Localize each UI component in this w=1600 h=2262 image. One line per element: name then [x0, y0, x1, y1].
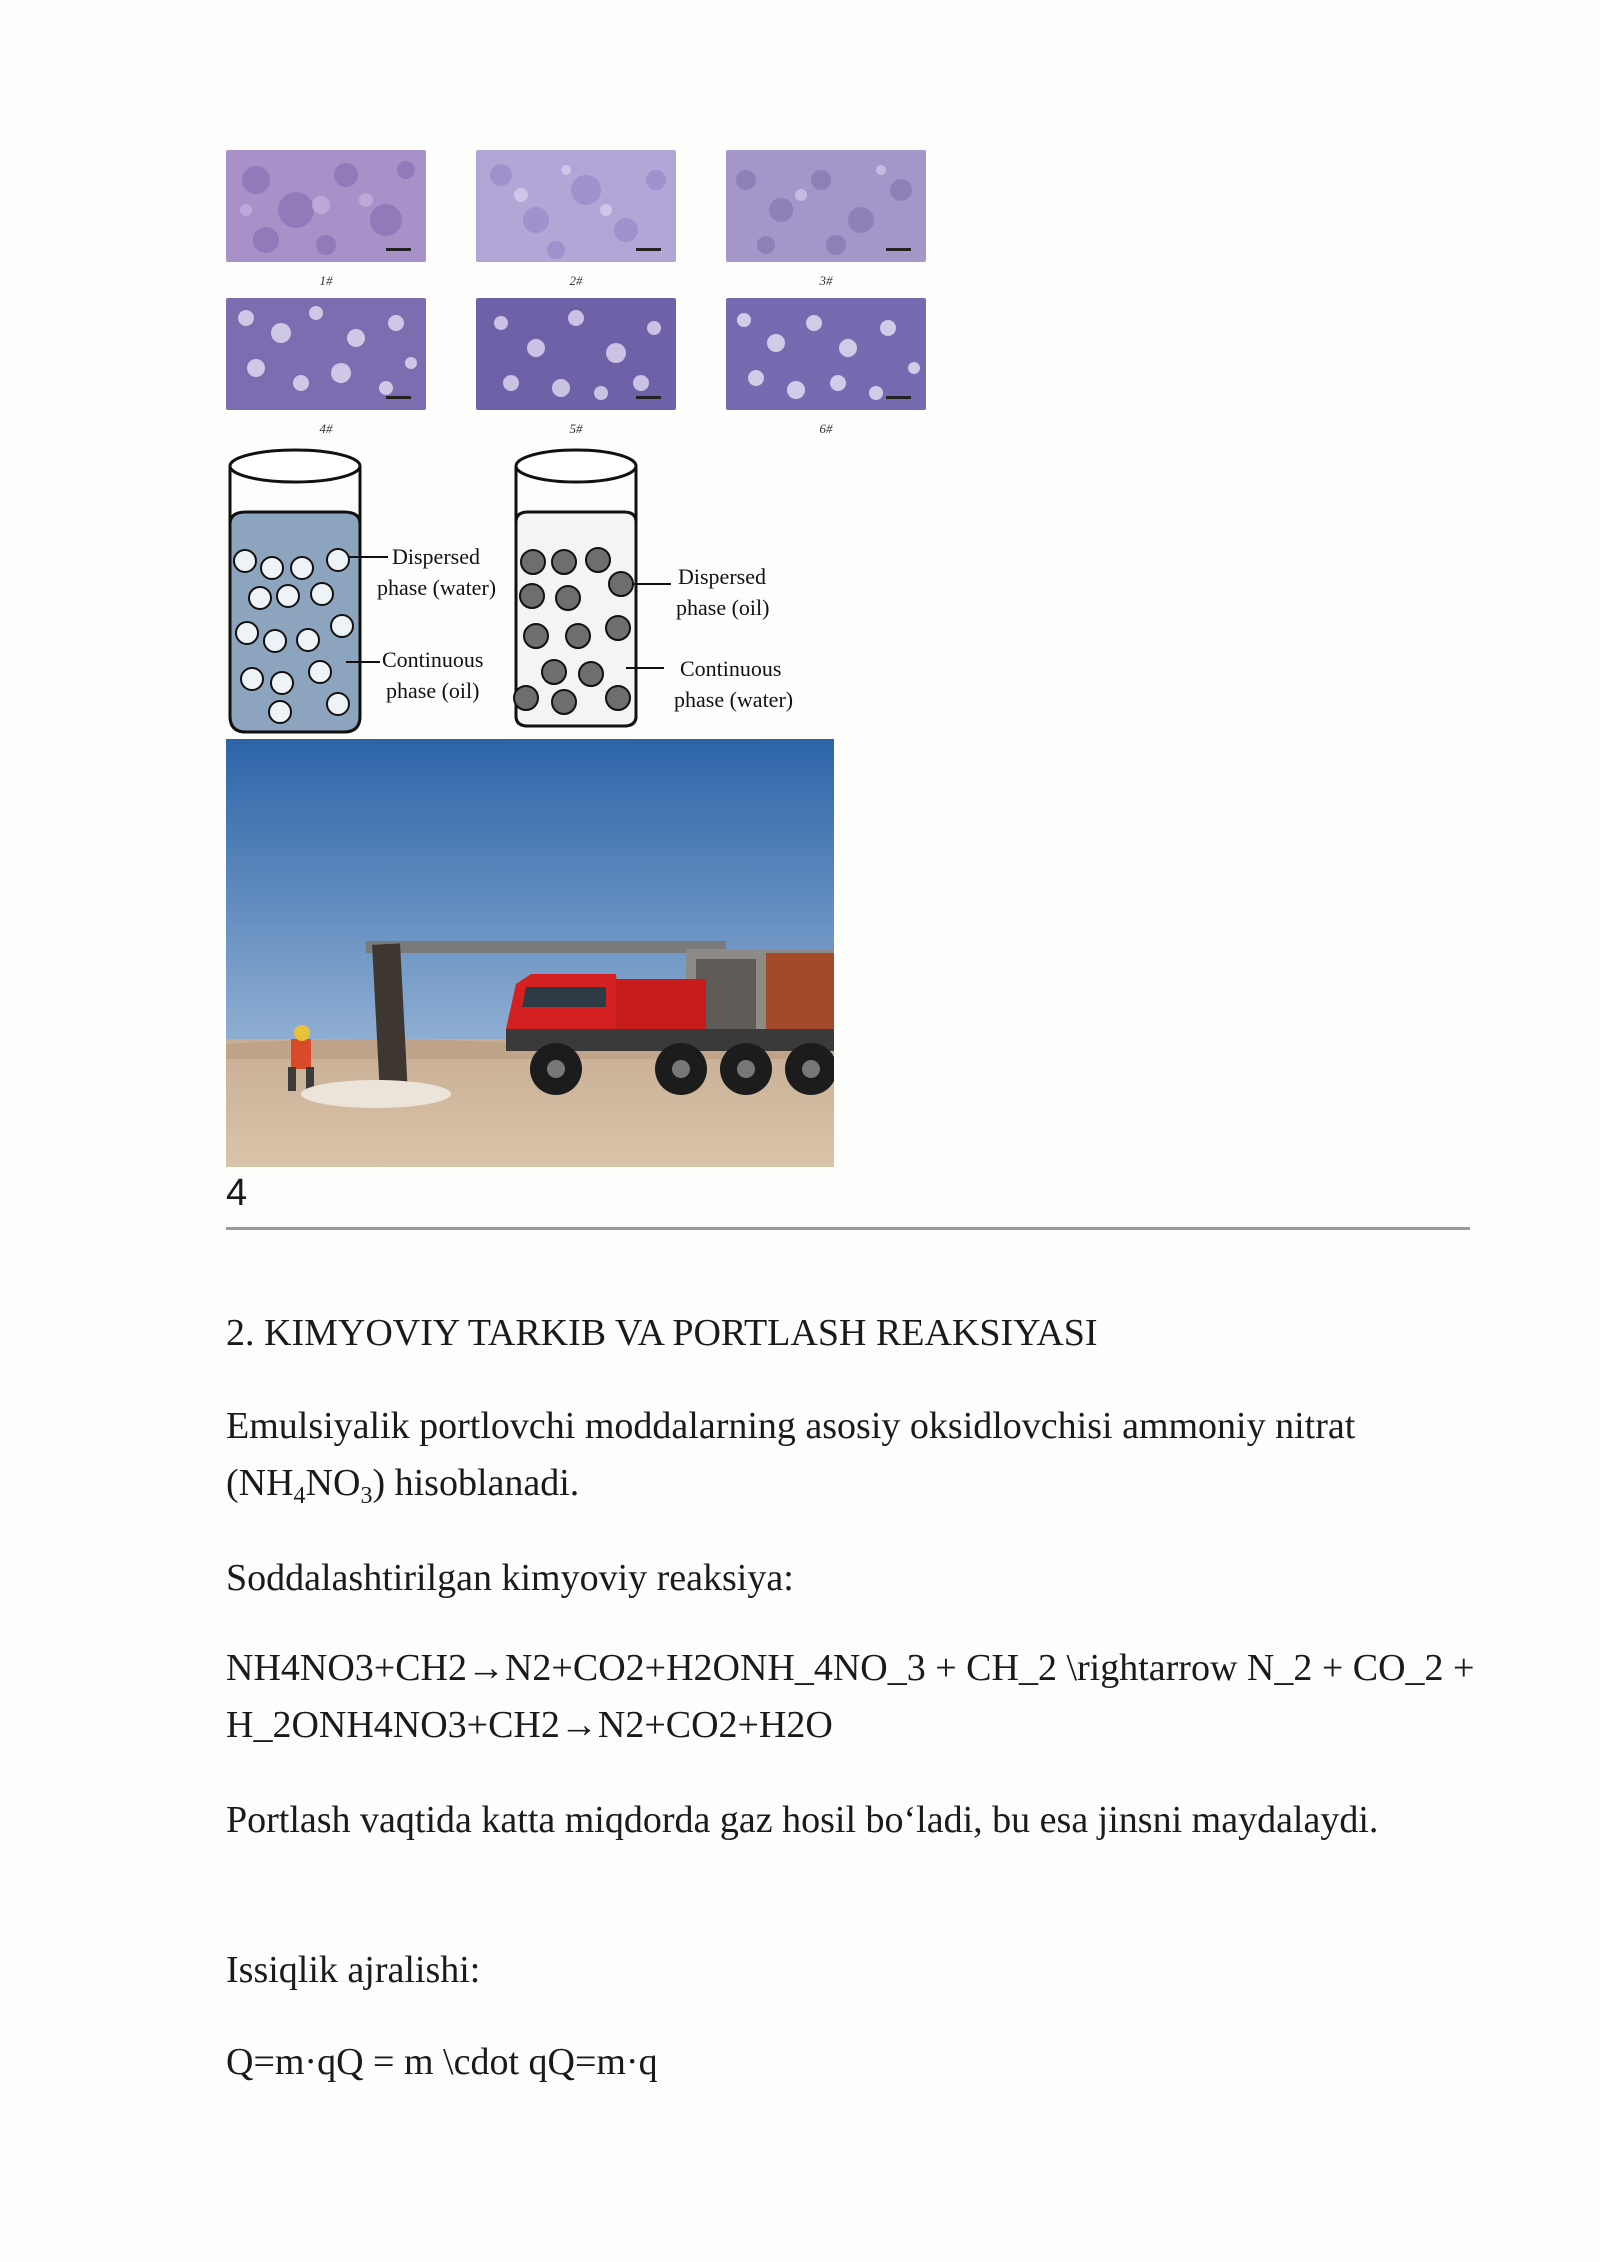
emulsion-diagram	[220, 436, 820, 736]
micrograph-label-3: 3#	[819, 273, 833, 288]
paragraph-reaction-intro: Soddalashtirilgan kimyoviy reaksiya:	[226, 1557, 794, 1599]
micrograph-2	[476, 150, 676, 262]
label-continuous-oil-2: phase (oil)	[386, 678, 480, 703]
paragraph-gas-release: Portlash vaqtida katta miqdorda gaz hosil bo‘ladi, bu esa jinsni maydalaydi.	[226, 1799, 1379, 1841]
beaker-water-in-oil	[230, 450, 388, 732]
section-heading: 2. KIMYOVIY TARKIB VA PORTLASH REAKSIYASI	[226, 1312, 1098, 1354]
label-continuous-water-1: Continuous	[680, 656, 782, 681]
paragraph-reaction-equation: NH4NO3+CH2→N2+CO2+H2ONH_4NO_3 + CH_2 \rightarrow N_2 + CO_2 + H_2ONH4NO3+CH2→N2+CO2+H2O	[226, 1647, 1475, 1746]
label-dispersed-oil-2: phase (oil)	[676, 595, 770, 620]
paragraph-oxidizer-text-a: Emulsiyalik portlovchi moddalarning asosiy oksidlovchisi ammoniy nitrat (NH	[226, 1405, 1356, 1504]
paragraph-oxidizer	[226, 1398, 1476, 1525]
subscript-4: 4	[293, 1483, 306, 1509]
page-divider	[226, 1227, 1470, 1230]
paragraph-oxidizer-text-c: ) hisoblanadi.	[372, 1462, 580, 1504]
micrograph-3	[726, 150, 926, 262]
beaker-oil-in-water	[514, 450, 671, 726]
micrograph-label-6: 6#	[819, 421, 833, 436]
micrograph-label-5: 5#	[569, 421, 583, 436]
label-continuous-water-2: phase (water)	[674, 687, 794, 712]
paragraph-heat-formula: Q=m·qQ = m \cdot qQ=m·q	[226, 2041, 658, 2083]
micrograph-label-1: 1#	[319, 273, 333, 288]
label-dispersed-oil-1: Dispersed	[678, 564, 766, 589]
subscript-3: 3	[360, 1483, 373, 1509]
micrograph-6	[726, 298, 926, 410]
label-continuous-oil-1: Continuous	[382, 647, 484, 672]
paragraph-oxidizer-text-b: NO	[305, 1462, 361, 1504]
micrograph-label-2: 2#	[569, 273, 583, 288]
page-number: 4	[226, 1172, 248, 1214]
label-dispersed-water-1: Dispersed	[392, 544, 480, 569]
micrograph-1	[226, 150, 426, 262]
micrograph-4	[226, 298, 426, 410]
micrograph-label-4: 4#	[319, 421, 333, 436]
paragraph-heat-intro: Issiqlik ajralishi:	[226, 1949, 481, 1991]
micrograph-5	[476, 298, 676, 410]
truck-photo	[226, 739, 834, 1167]
label-dispersed-water-2: phase (water)	[377, 575, 497, 600]
